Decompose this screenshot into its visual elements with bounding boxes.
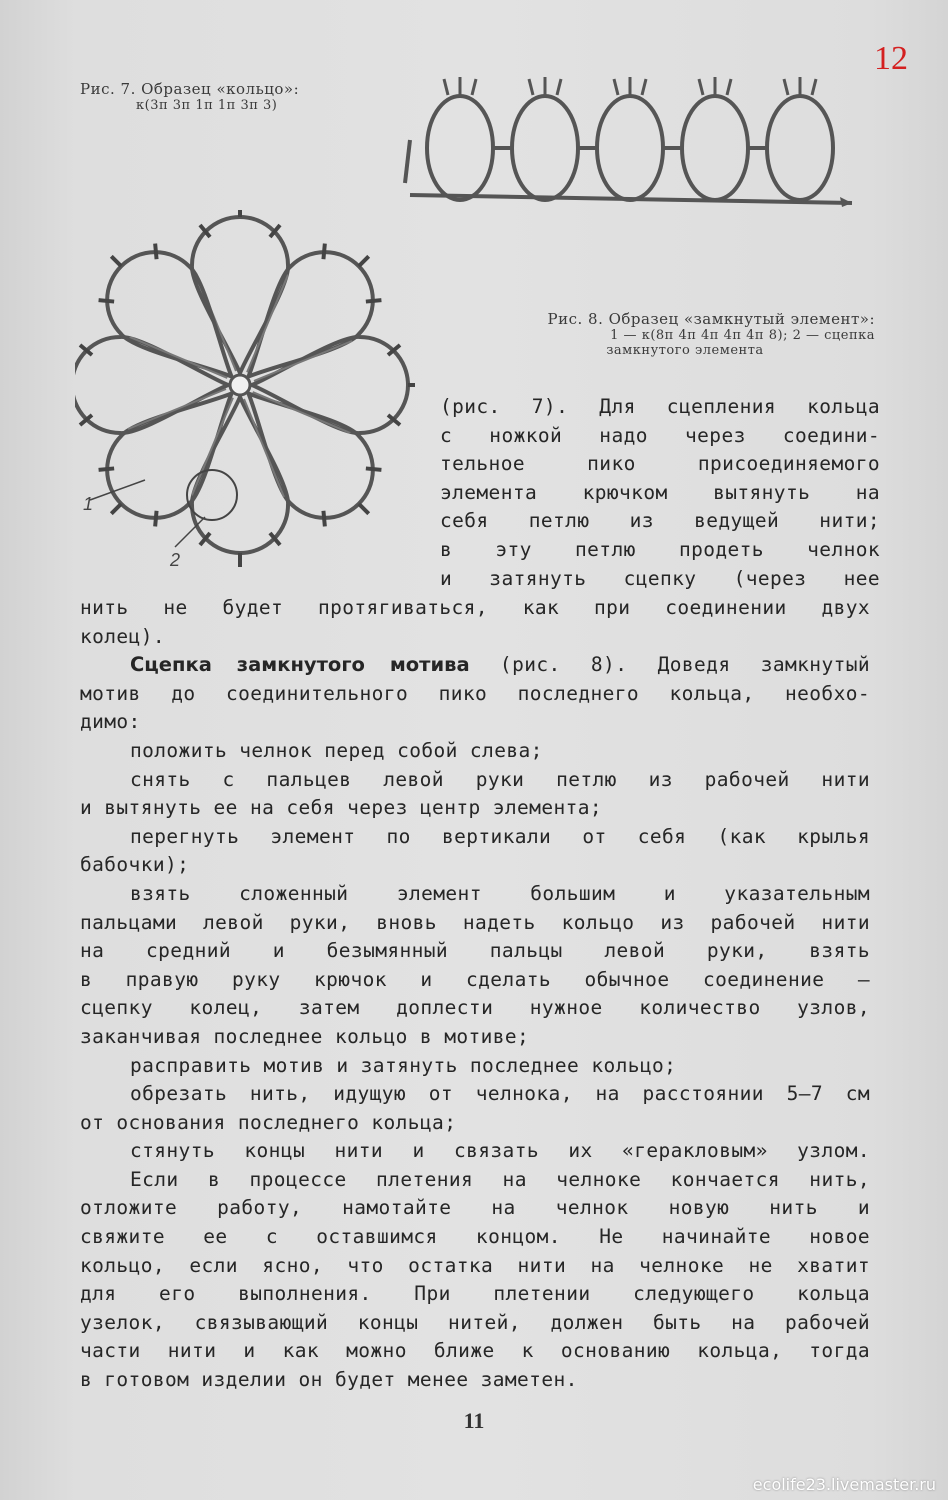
column-text [440,393,880,593]
figure8-caption-formula: 1 — к(8п 4п 4п 4п 4п 8); 2 — сцепка [610,328,875,343]
text-line: себя петлю из ведущей нити; [440,509,880,533]
text-line: (рис. 8). Доведя замкнутый [469,653,870,677]
figure8-caption-title: Рис. 8. Образец «замкнутый элемент»: [547,310,875,328]
text-line: в эту петлю продеть челнок [440,537,880,561]
figure7-caption [80,80,380,113]
text-line: колец). [80,624,165,648]
text-line: снять с пальцев левой руки петлю из рабочей нити [130,767,870,791]
text-line: димо: [80,710,141,734]
figure8-caption-sub: замкнутого элемента [606,343,764,358]
figure8-caption [455,310,875,358]
text-line: тельное пико присоединяемого [440,452,880,476]
section-heading-line [80,651,870,680]
page-number: 11 [463,1408,485,1433]
figure7-ring-chain [400,65,870,215]
text-line: перегнуть элемент по вертикали от себя (как крылья [130,824,870,848]
text-line: мотив до соединительного пико последнего кольца, необхо- [80,681,870,705]
text-line: и затянуть сцепку (через нее [440,566,880,590]
text-line: положить челнок перед собой слева; [130,738,543,762]
text-line: бабочки); [80,853,190,877]
watermark: ecolife23.livemaster.ru [752,1475,936,1494]
text-line: в правую руку крючок и сделать обычное соединение — [80,967,870,991]
figure7-caption-formula: к(3п 3п 1п 1п 3п 3) [136,98,278,113]
figure8-flower [75,210,415,580]
figure8-label-2: 2 [170,550,181,570]
text-line: кольцо, если ясно, что остатка нити на челноке не хватит [80,1253,870,1277]
text-line: части нити и как можно ближе к основанию кольца, тогда [80,1339,870,1363]
text-line: элемента крючком вытянуть на [440,480,880,504]
text-line: (рис. 7). Для сцепления кольца [440,395,880,418]
text-line: для его выполнения. При плетении следующего кольца [80,1282,870,1306]
body-text [80,594,870,1395]
text-line: взять сложенный элемент большим и указательным [130,881,870,905]
text-line: обрезать нить, идущую от челнока, на расстоянии 5—7 см [130,1082,870,1106]
text-line: с ножкой надо через соедини- [440,423,880,447]
text-line: на средний и безымянный пальцы левой руки, взять [80,939,870,963]
text-line: и вытянуть ее на себя через центр элемента; [80,796,603,820]
figure8-label-1: 1 [83,494,94,514]
text-line: сцепку колец, затем доплести нужное количество узлов, [80,996,870,1020]
figure7-caption-title: Рис. 7. Образец «кольцо»: [80,80,300,98]
section-heading: Сцепка замкнутого мотива [130,653,470,677]
text-line: от основания последнего кольца; [80,1110,457,1134]
text-line: свяжите ее с оставшимся концом. Не начинайте новое [80,1225,870,1249]
text-line: узелок, связывающий концы нитей, должен быть на рабочей [80,1310,870,1334]
text-line: пальцами левой руки, вновь надеть кольцо из рабочей нити [80,910,870,934]
text-line: стянуть концы нити и связать их «геракловым» узлом. [130,1139,870,1163]
text-line: расправить мотив и затянуть последнее кольцо; [130,1053,677,1077]
text-line: нить не будет протягиваться, как при соединении двух [80,596,870,619]
text-line: Если в процессе плетения на челноке кончается нить, [130,1167,870,1191]
corner-page-number: 12 [874,40,908,77]
text-line: заканчивая последнее кольцо в мотиве; [80,1024,530,1048]
text-line: отложите работу, намотайте на челнок новую нить и [80,1196,870,1220]
text-line: в готовом изделии он будет менее заметен. [80,1368,578,1392]
